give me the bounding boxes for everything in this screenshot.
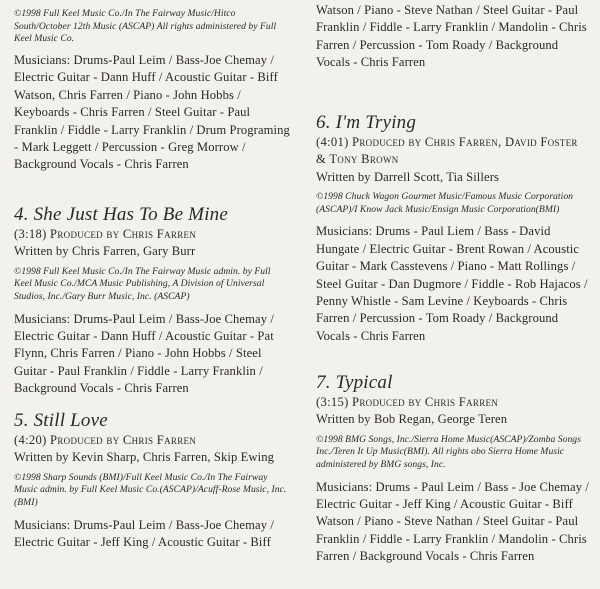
top-copyright-note: ©1998 Full Keel Music Co./In The Fairway Music/Hitco South/October 12th Music (ASCAP) All rights administered by Full Keel Music Co. [14, 8, 277, 45]
song-6-copyright: ©1998 Chuck Wagon Gourmet Music/Famous Music Corporation (ASCAP)/I Know Jack Music/Ensign Music Corporation(BMI) [316, 191, 574, 215]
song-4-producer: Produced by Chris Farren [50, 227, 197, 241]
song-7-duration: (3:15) [316, 395, 349, 409]
song-7-writers: Written by Bob Regan, George Teren [316, 412, 508, 427]
song-4-title: 4. She Just Has To Be Mine [14, 204, 229, 225]
song-7-musicians: Musicians: Drums - Paul Leim / Bass - Joe Chemay / Electric Guitar - Jeff King / Acoustic Guitar - Biff Watson / Piano - Steve Nathan / Steel Guitar - Paul Franklin / Fiddle - Larry Franklin / Mandolin - Chris Farren / Background Vocals - Chris Farren [316, 479, 589, 564]
song-6-title: 6. I'm Trying [316, 112, 417, 133]
song-4-writers: Written by Chris Farren, Gary Burr [14, 244, 196, 259]
song-6-credits [316, 112, 590, 345]
song-5-duration: (4:20) [14, 433, 47, 447]
song-4-musicians: Musicians: Drums-Paul Leim / Bass-Joe Chemay / Electric Guitar - Dann Huff / Acoustic Guitar - Pat Flynn, Chris Farren / Piano - John Hobbs / Steel Guitar - Paul Franklin / Fiddle - Larry Franklin / Background Vocals - Chris Farren [14, 311, 274, 396]
top-musicians-credits: Musicians: Drums-Paul Leim / Bass-Joe Chemay / Electric Guitar - Dann Huff / Acoustic Guitar - Biff Watson, Chris Farren / Piano - John Hobbs / Keyboards - Chris Farren / Steel Guitar - Paul Franklin / Fiddle - Larry Franklin / Drum Programing - Mark Leggett / Percussion - Greg Morrow / Background Vocals - Chris Farren [14, 53, 290, 172]
song-7-producer-line [316, 394, 590, 411]
song-4-producer-line [14, 226, 290, 243]
song-6-writers: Written by Darrell Scott, Tia Sillers [316, 169, 499, 184]
song-5-producer-line [14, 432, 290, 449]
song-6-producer: Produced by Chris Farren, David Foster & Tony Brown [316, 135, 578, 167]
song-5-credits [14, 410, 290, 551]
song-7-copyright: ©1998 BMG Songs, Inc./Sierra Home Music(ASCAP)/Zomba Songs Inc./Teren It Up Music(BMI). All rights obo Sierra Home Music administered by BMG songs, Inc. [316, 433, 581, 470]
song-4-duration: (3:18) [14, 227, 47, 241]
song-4-copyright: ©1998 Full Keel Music Co./In The Fairway Music admin. by Full Keel Music Co./MCA Music Publishing, A Division of Universal Studios, Inc./Gary Burr Music, Inc. (ASCAP) [14, 265, 271, 302]
song-6-producer-line [316, 134, 590, 169]
song-5-title: 5. Still Love [14, 410, 108, 431]
song-5-writers: Written by Kevin Sharp, Chris Farren, Skip Ewing [14, 450, 274, 465]
song-7-title: 7. Typical [316, 372, 393, 393]
song-4-credits [14, 204, 290, 398]
song-5-copyright: ©1998 Sharp Sounds (BMI)/Full Keel Music Co./In The Fairway Music admin. by Full Keel Music Co.(ASCAP)/Acuff-Rose Music, Inc. (BMI) [14, 471, 287, 508]
song-6-musicians: Musicians: Drums - Paul Liem / Bass - David Hungate / Electric Guitar - Brent Rowan / Acoustic Guitar - Mark Casstevens / Piano - Matt Rollings / Steel Guitar - Dan Dugmore / Fiddle - Rob Hajacos / Penny Whistle - Sam Levine / Keyboards - Chris Farren / Percussion - Tom Roady / Background Vocals - Chris Farren [316, 224, 588, 343]
song-6-duration: (4:01) [316, 135, 349, 149]
song-7-credits [316, 372, 590, 566]
song-5-producer: Produced by Chris Farren [50, 433, 197, 447]
song-7-producer: Produced by Chris Farren [352, 395, 499, 409]
top-musicians-continuation: Watson / Piano - Steve Nathan / Steel Guitar - Paul Franklin / Fiddle - Larry Franklin / Mandolin - Chris Farren / Percussion - Tom Roady / Background Vocals - Chris Farren [316, 3, 587, 70]
song-5-musicians: Musicians: Drums-Paul Leim / Bass-Joe Chemay / Electric Guitar - Jeff King / Acoustic Guitar - Biff [14, 517, 274, 549]
